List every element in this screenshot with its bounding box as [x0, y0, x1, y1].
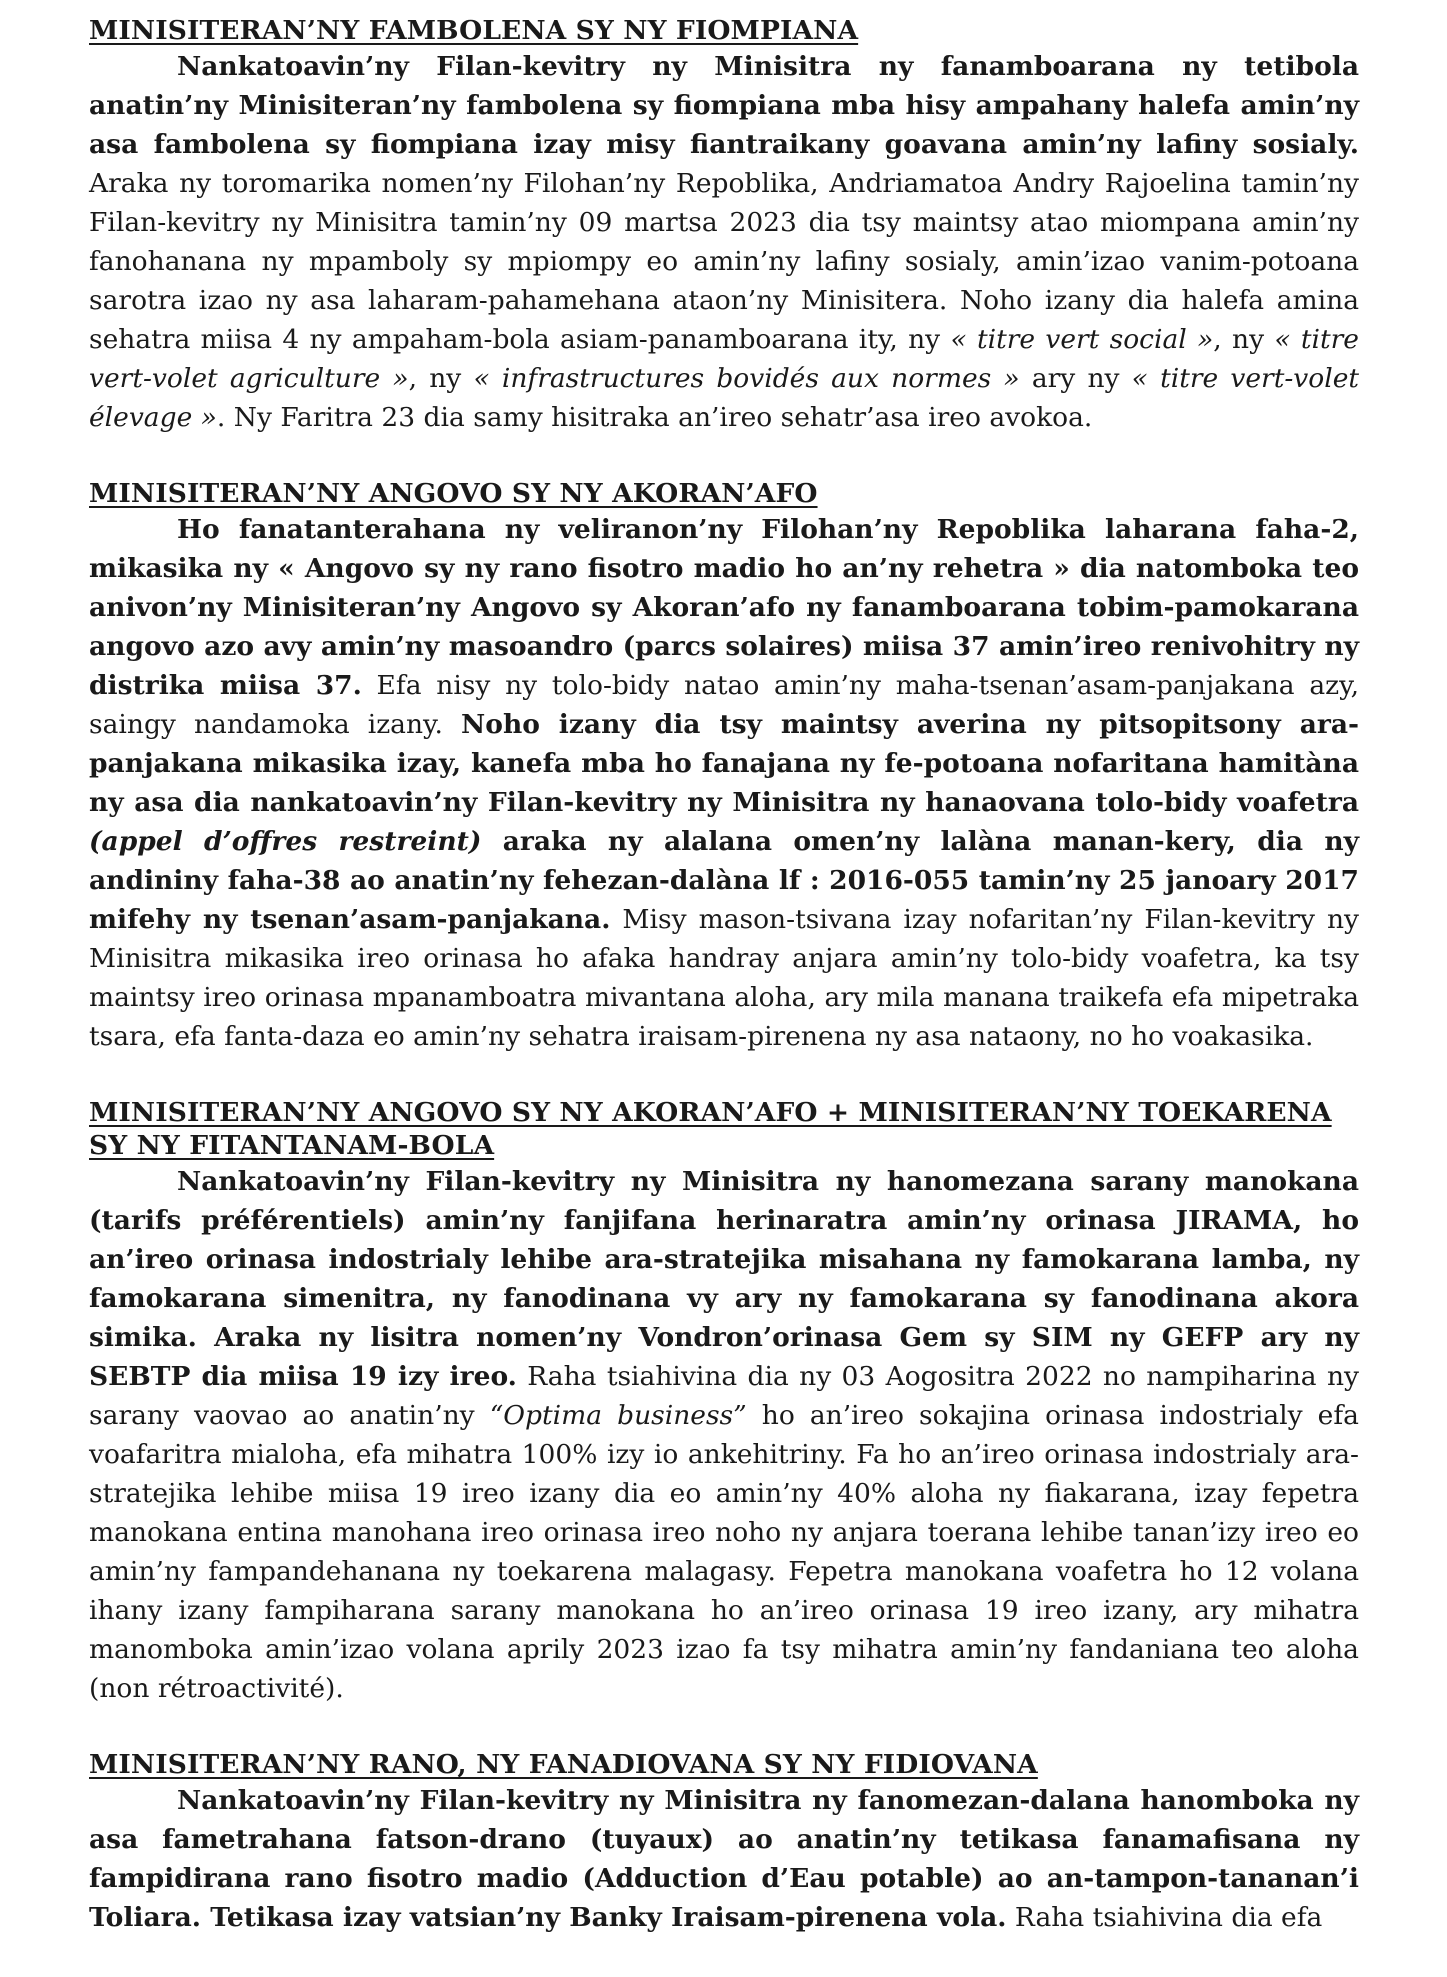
text-run: « titre vert social » — [950, 324, 1214, 355]
text-run: Raha tsiahivina dia efa — [1006, 1902, 1323, 1933]
section-4 — [89, 1748, 1359, 1937]
section-heading: MINISITERAN’NY RANO, NY FANADIOVANA SY NY FIDIOVANA — [89, 1749, 1038, 1780]
text-run: « infrastructures bovidés aux normes » — [473, 363, 1020, 394]
text-run: Raha tsiahivina dia ny 03 Aogositra 2022 no nampiharina ny sarany vaovao ao anatin’ny — [89, 1361, 1359, 1431]
document-page — [89, 14, 1359, 1977]
text-run: (appel d’offres restreint) — [89, 826, 482, 857]
text-run: . Ny Faritra 23 dia samy hisitraka an’ireo sehatr’asa ireo avokoa. — [216, 402, 1093, 433]
text-run: Ho fanatanterahana ny veliranon’ny Filohan’ny Repoblika laharana faha-2, mikasika ny « Angovo sy ny rano fisotro madio ho an’ny rehetra » dia natomboka teo anivon’ny Minisiteran’ny Angovo sy Akoran’afo ny fanamboarana tobim-pamokarana angovo azo avy amin’ny masoandro (parcs solaires) miisa 37 amin’ireo renivohitry ny distrika miisa 37. — [89, 514, 1359, 701]
section-paragraph — [89, 47, 1359, 437]
text-run: ho an’ireo sokajina orinasa indostrialy efa voafaritra mialoha, efa mihatra 100% izy io ankehitriny. Fa ho an’ireo orinasa indostrialy ara-stratejika lehibe miisa 19 ireo izany dia eo amin’ny 40% aloha ny fiakarana, izay fepetra manokana entina manohana ireo orinasa ireo noho ny anjara toerana lehibe tanan’izy ireo eo amin’ny fampandehanana ny toekarena malagasy. Fepetra manokana voafetra ho 12 volana ihany izany fampiharana sarany manokana ho an’ireo orinasa 19 ireo izany, ary mihatra manomboka amin’izao volana aprily 2023 izao fa tsy mihatra amin’ny fandaniana teo aloha (non rétroactivité). — [89, 1400, 1359, 1704]
text-run: ary ny — [1019, 363, 1132, 394]
text-run: “Optima business” — [489, 1400, 747, 1431]
section-paragraph — [89, 1162, 1359, 1708]
text-run: , ny — [1213, 324, 1275, 355]
text-run: Misy mason-tsivana izay nofaritan’ny Filan-kevitry ny Minisitra mikasika ireo orinasa ho afaka handray anjara amin’ny tolo-bidy voafetra, ka tsy maintsy ireo orinasa mpanamboatra mivantana aloha, ary mila manana traikefa efa mipetraka tsara, efa fanta-daza eo amin’ny sehatra iraisam-pirenena ny asa nataony, no ho voakasika. — [89, 904, 1359, 1052]
section-3 — [89, 1096, 1359, 1708]
text-run: Nankatoavin’ny Filan-kevitry ny Minisitra ny fanomezan-dalana hanomboka ny asa fametrahana fatson-drano (tuyaux) ao anatin’ny tetikasa fanamafisana ny fampidirana rano fisotro madio (Adduction d’Eau potable) ao an-tampon-tananan’i Toliara. Tetikasa izay vatsian’ny Banky Iraisam-pirenena vola. — [89, 1785, 1359, 1933]
section-1 — [89, 14, 1359, 437]
section-paragraph — [89, 510, 1359, 1056]
text-run: Araka ny toromarika nomen’ny Filohan’ny Repoblika, Andriamatoa Andry Rajoelina tamin’ny Filan-kevitry ny Minisitra tamin’ny 09 martsa 2023 dia tsy maintsy atao miompana amin’ny fanohanana ny mpamboly sy mpiompy eo amin’ny lafiny sosialy, amin’izao vanim-potoana sarotra izao ny asa laharam-pahamehana ataon’ny Minisitera. Noho izany dia halefa amina sehatra miisa 4 ny ampaham-bola asiam-panamboarana ity, ny — [89, 168, 1359, 355]
text-run: « titre vert-volet agriculture » — [89, 324, 1359, 394]
text-run: Nankatoavin’ny Filan-kevitry ny Minisitra ny hanomezana sarany manokana (tarifs préférentiels) amin’ny fanjifana herinaratra amin’ny orinasa JIRAMA, ho an’ireo orinasa indostrialy lehibe ara-stratejika misahana ny famokarana lamba, ny famokarana simenitra, ny fanodinana vy ary ny famokarana sy fanodinana akora simika. Araka ny lisitra nomen’ny Vondron’orinasa Gem sy SIM ny GEFP ary ny SEBTP dia miisa 19 izy ireo. — [89, 1166, 1359, 1392]
section-heading: MINISITERAN’NY ANGOVO SY NY AKORAN’AFO — [89, 478, 818, 509]
section-heading: MINISITERAN’NY ANGOVO SY NY AKORAN’AFO + MINISITERAN’NY TOEKARENA SY NY FITANTANAM-BOLA — [89, 1097, 1332, 1161]
section-heading: MINISITERAN’NY FAMBOLENA SY NY FIOMPIANA — [89, 15, 859, 46]
text-run: , ny — [408, 363, 474, 394]
text-run: Noho izany dia tsy maintsy averina ny pitsopitsony ara-panjakana mikasika izay, kanefa mba ho fanajana ny fe-potoana nofaritana hamitàna ny asa dia nankatoavin’ny Filan-kevitry ny Minisitra ny hanaovana tolo-bidy voafetra — [89, 709, 1359, 818]
section-2 — [89, 477, 1359, 1056]
text-run: « titre vert-volet élevage » — [89, 363, 1360, 433]
text-run: Efa nisy ny tolo-bidy natao amin’ny maha-tsenan’asam-panjakana azy, saingy nandamoka izany. — [89, 670, 1359, 740]
text-run: araka ny alalana omen’ny lalàna manan-kery, dia ny andininy faha-38 ao anatin’ny fehezan-dalàna lf : 2016-055 tamin’ny 25 janoary 2017 mifehy ny tsenan’asam-panjakana. — [89, 826, 1360, 935]
text-run: Nankatoavin’ny Filan-kevitry ny Minisitra ny fanamboarana ny tetibola anatin’ny Minisiteran’ny fambolena sy fiompiana mba hisy ampahany halefa amin’ny asa fambolena sy fiompiana izay misy fiantraikany goavana amin’ny lafiny sosialy. — [89, 51, 1359, 160]
section-paragraph — [89, 1781, 1359, 1937]
